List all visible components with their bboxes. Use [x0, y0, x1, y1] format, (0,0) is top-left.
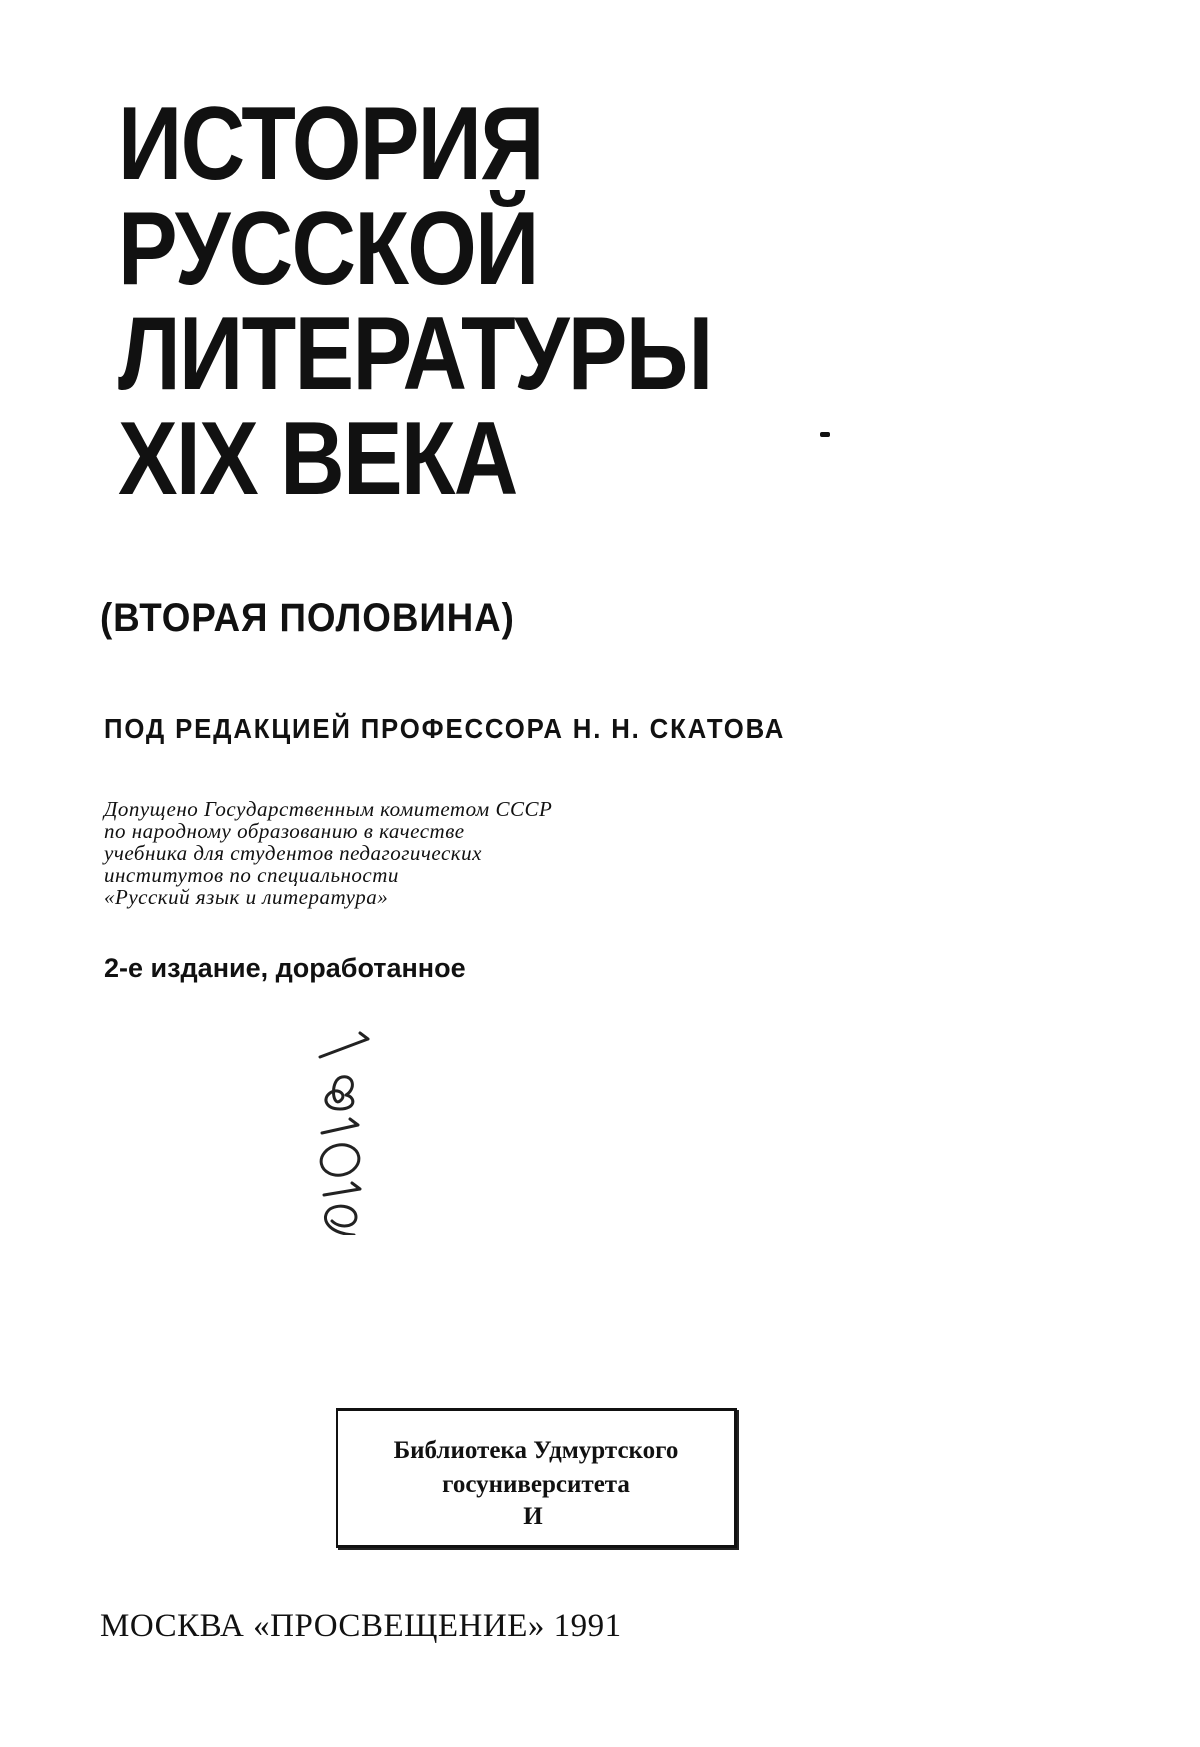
- approval-line-4: институтов по специальности: [104, 863, 399, 887]
- stamp-line-1: Библиотека Удмуртского: [393, 1437, 679, 1464]
- approval-line-1: Допущено Государственным комитетом СССР: [104, 797, 553, 821]
- title-line-1: ИСТОРИЯ: [118, 86, 543, 202]
- edition-note: 2-е издание, доработанное: [104, 953, 466, 983]
- stamp-line-2: госуниверситета: [442, 1471, 630, 1498]
- publisher-imprint: МОСКВА «ПРОСВЕЩЕНИЕ» 1991: [100, 1608, 622, 1644]
- handwritten-inventory-number: [296, 1005, 386, 1235]
- title-line-3: ЛИТЕРАТУРЫ: [118, 296, 712, 412]
- approval-note: [104, 798, 744, 908]
- book-title: [118, 86, 878, 517]
- library-stamp: [336, 1408, 737, 1548]
- stamp-line-3: И: [523, 1503, 549, 1530]
- approval-line-2: по народному образованию в качестве: [104, 819, 465, 843]
- approval-line-5: «Русский язык и литература»: [104, 885, 389, 909]
- print-speck: [820, 432, 830, 437]
- editor-credit: ПОД РЕДАКЦИЕЙ ПРОФЕССОРА Н. Н. СКАТОВА: [104, 713, 786, 744]
- title-line-4: XIX ВЕКА: [118, 401, 517, 517]
- title-line-2: РУССКОЙ: [118, 191, 538, 307]
- approval-line-3: учебника для студентов педагогических: [104, 841, 482, 865]
- book-subtitle: (ВТОРАЯ ПОЛОВИНА): [100, 596, 515, 640]
